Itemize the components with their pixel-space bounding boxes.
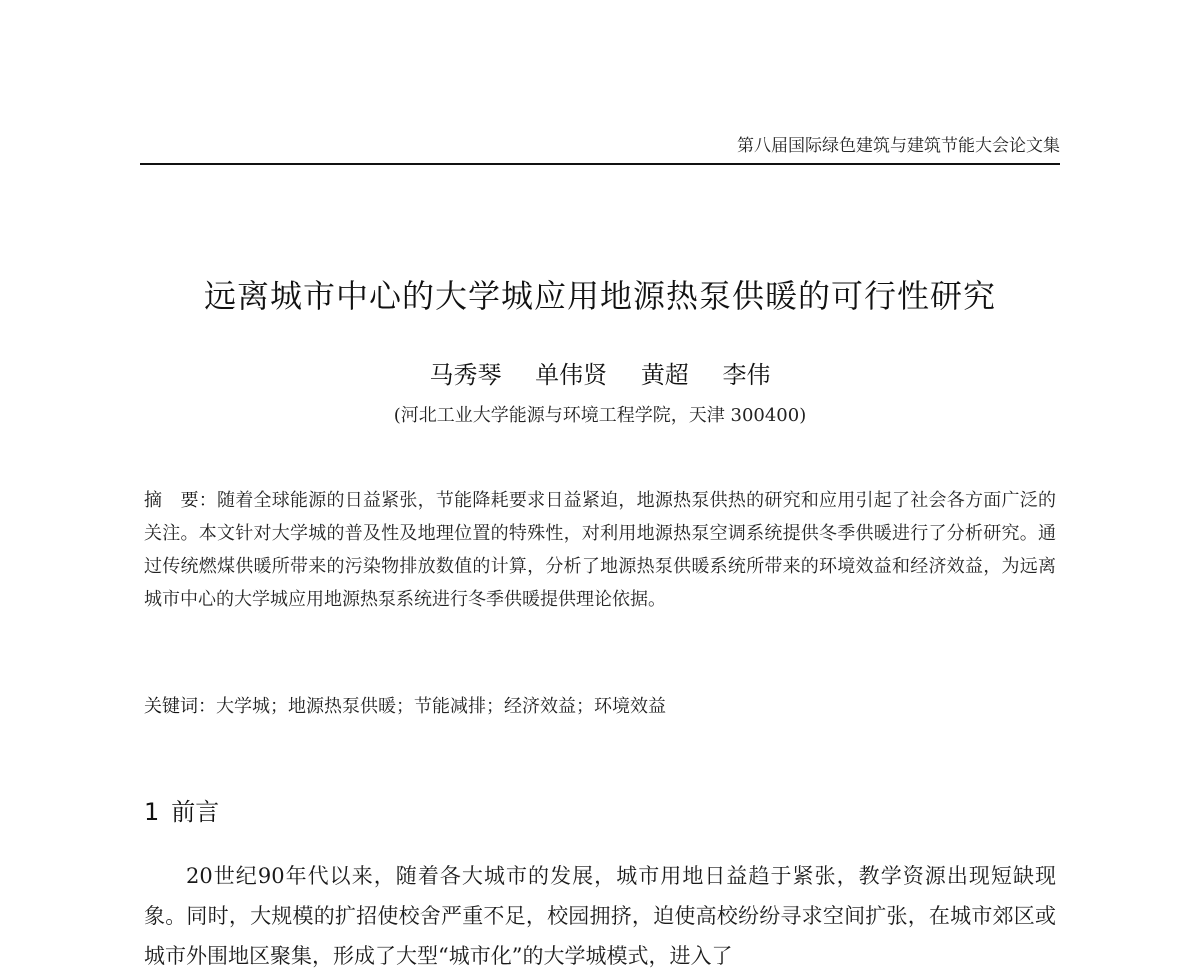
author-name: 马秀琴 bbox=[429, 361, 502, 389]
section-number: 1 bbox=[144, 798, 160, 826]
abstract bbox=[144, 484, 1056, 616]
author-name: 李伟 bbox=[722, 361, 771, 389]
paper-title: 远离城市中心的大学城应用地源热泵供暖的可行性研究 bbox=[203, 277, 996, 315]
author-name: 单伟贤 bbox=[535, 361, 608, 389]
running-header: 第八届国际绿色建筑与建筑节能大会论文集 bbox=[737, 136, 1060, 156]
section-heading bbox=[144, 794, 219, 830]
keywords-label: 关键词： bbox=[144, 696, 216, 717]
body-paragraph: 20世纪90年代以来，随着各大城市的发展，城市用地日益趋于紧张，教学资源出现短缺现象。同时，大规模的扩招使校舍严重不足，校园拥挤，迫使高校纷纷寻求空间扩张，在城市郊区或城市外围地区聚集，形成了大型“城市化”的大学城模式，进入了 bbox=[144, 864, 1056, 968]
abstract-text: 随着全球能源的日益紧张，节能降耗要求日益紧迫，地源热泵供热的研究和应用引起了社会各方面广泛的关注。本文针对大学城的普及性及地理位置的特殊性，对利用地源热泵空调系统提供冬季供暖进行了分析研究。通过传统燃煤供暖所带来的污染物排放数值的计算，分析了地源热泵供暖系统所带来的环境效益和经济效益，为远离城市中心的大学城应用地源热泵系统进行冬季供暖提供理论依据。 bbox=[144, 490, 1056, 610]
affiliation: (河北工业大学能源与环境工程学院，天津 300400) bbox=[393, 405, 807, 426]
author-list bbox=[140, 358, 1060, 392]
section-title: 前言 bbox=[171, 798, 220, 826]
header-rule bbox=[140, 163, 1060, 165]
author-name: 黄超 bbox=[640, 361, 689, 389]
keywords-text: 大学城；地源热泵供暖；节能减排；经济效益；环境效益 bbox=[216, 696, 666, 717]
keywords bbox=[144, 692, 1056, 722]
abstract-label: 摘 要： bbox=[144, 490, 217, 511]
